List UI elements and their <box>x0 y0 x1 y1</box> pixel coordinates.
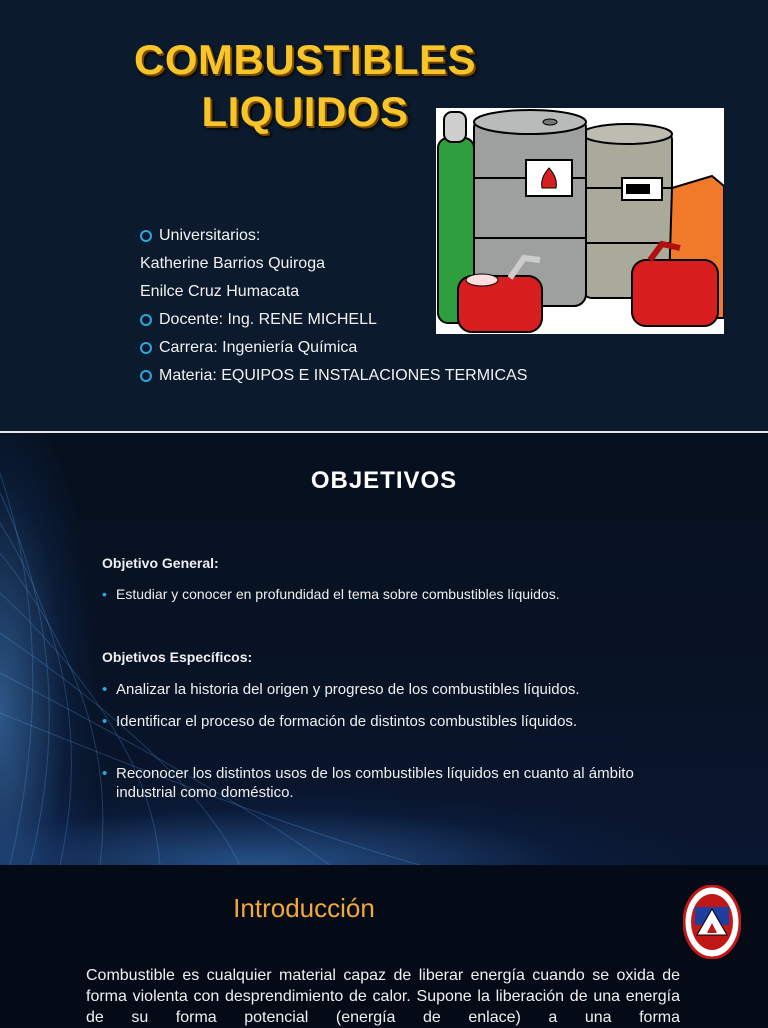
title-line-1: COMBUSTIBLES <box>134 36 476 83</box>
specific-objective-text: Analizar la historia del origen y progreso de los combustibles líquidos. <box>116 681 580 698</box>
bullet-icon: • <box>102 681 108 698</box>
materia-row <box>140 362 527 390</box>
bullet-icon: • <box>102 765 108 782</box>
docente-text: Docente: Ing. RENE MICHELL <box>159 311 377 328</box>
materia-text: Materia: EQUIPOS E INSTALACIONES TERMICAS <box>159 367 528 384</box>
specific-objective-item <box>102 712 616 731</box>
specific-objectives-heading: Objetivos Específicos: <box>102 649 253 665</box>
bullet-icon <box>140 342 152 354</box>
bullet-icon: • <box>102 586 107 602</box>
universitarios-label: Universitarios: <box>159 227 261 244</box>
bullet-icon <box>140 370 152 382</box>
seal-icon <box>683 885 741 959</box>
general-objective-text: Estudiar y conocer en profundidad el tema sobre combustibles líquidos. <box>116 586 560 602</box>
introduction-paragraph: Combustible es cualquier material capaz de liberar energía cuando se oxida de forma violenta con desprendimiento de calor. Supone la liberación de una energía de su forma potencial (energía de enlace) a una forma <box>86 967 680 1026</box>
title-line-2: LIQUIDOS <box>201 88 409 135</box>
title-slide <box>0 0 768 431</box>
general-objective-heading: Objetivo General: <box>102 555 219 571</box>
fuel-barrels-illustration <box>436 108 724 334</box>
general-objective-item <box>102 585 696 604</box>
specific-objective-text: Reconocer los distintos usos de los combustibles líquidos en cuanto al ámbito industrial como doméstico. <box>116 765 634 801</box>
carrera-row <box>140 334 527 362</box>
bullet-icon <box>140 230 152 242</box>
specific-objective-item <box>102 764 676 802</box>
student-1: Katherine Barrios Quiroga <box>140 255 325 272</box>
specific-objective-text: Identificar el proceso de formación de distintos combustibles líquidos. <box>116 713 578 730</box>
objectives-slide <box>0 433 768 865</box>
specific-objective-item <box>102 680 696 699</box>
carrera-text: Carrera: Ingeniería Química <box>159 339 358 356</box>
bullet-icon: • <box>102 713 108 730</box>
introduction-title: Introducción <box>233 893 375 923</box>
university-seal <box>683 885 741 959</box>
bullet-icon <box>140 314 152 326</box>
introduction-slide <box>0 865 768 1024</box>
barrels-icon <box>436 108 724 334</box>
student-2: Enilce Cruz Humacata <box>140 283 300 300</box>
objectives-title: OBJETIVOS <box>310 467 458 494</box>
